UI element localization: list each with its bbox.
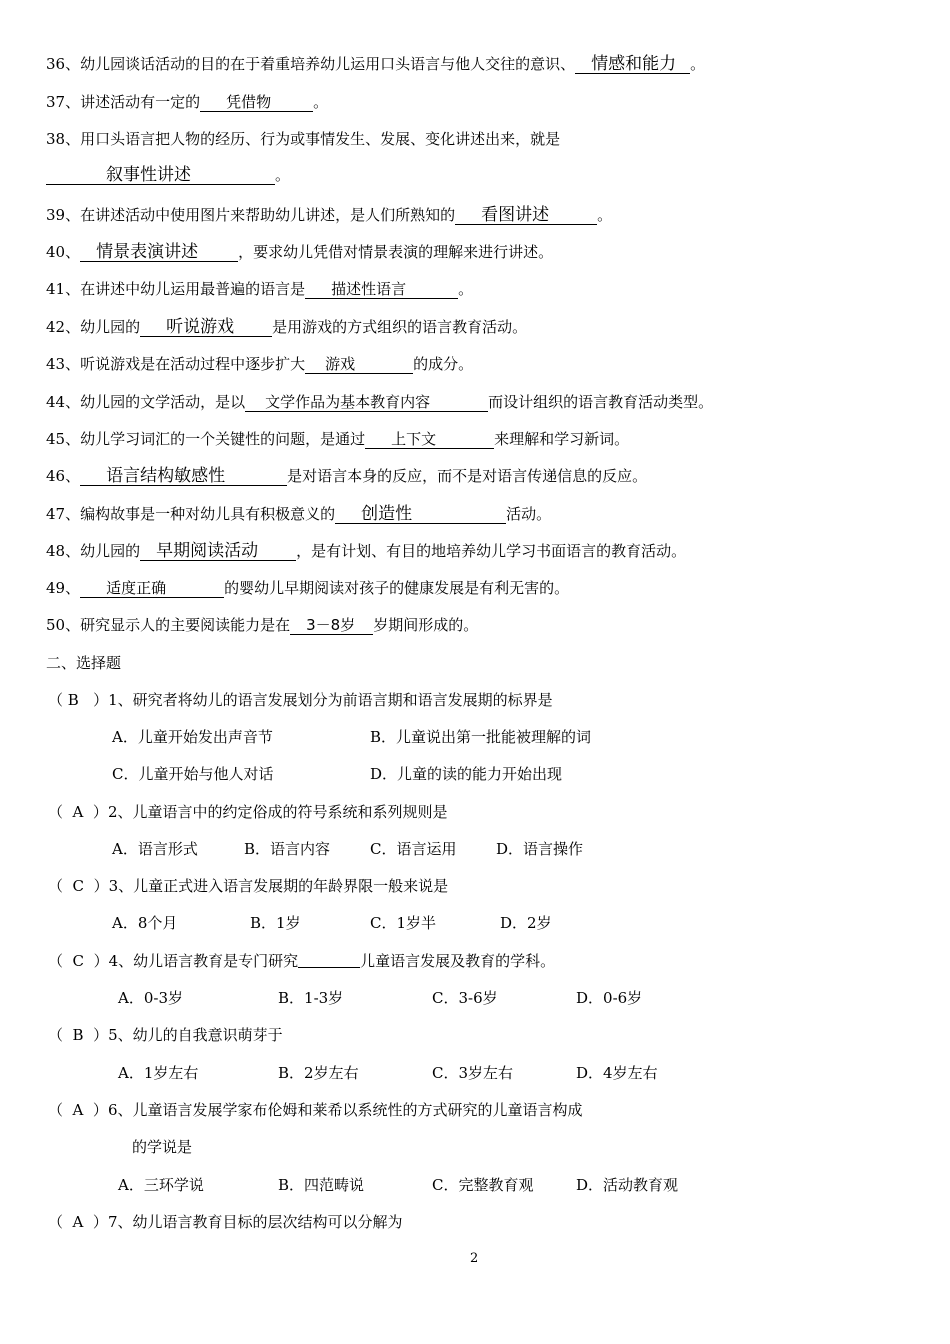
answer-blank: 文学作品为基本教育内容: [245, 393, 488, 412]
option-d: D．2岁: [500, 914, 552, 932]
answer-blank: 语言结构敏感性: [80, 467, 287, 486]
question-48: 48、幼儿园的 早期阅读活动 ，是有计划、有目的地培养幼儿学习书面语言的教育活动。: [46, 541, 687, 561]
option-c: C．儿童开始与他人对话: [112, 765, 274, 783]
option-b: B．儿童说出第一批能被理解的词: [370, 728, 592, 746]
choice-question-7: （ A ）7、幼儿语言教育目标的层次结构可以分解为: [48, 1213, 403, 1231]
answer-blank: 情景表演讲述: [80, 243, 238, 262]
option-c: C．1岁半: [370, 914, 437, 932]
question-36: 36、幼儿园谈话活动的目的在于着重培养幼儿运用口头语言与他人交往的意识、 情感和能力 。: [46, 54, 706, 74]
option-d: D．语言操作: [496, 840, 584, 858]
question-44: 44、幼儿园的文学活动，是以 文学作品为基本教育内容 而设计组织的语言教育活动类型。: [46, 393, 714, 411]
stem-blank: [298, 951, 360, 968]
question-42: 42、幼儿园的 听说游戏 是用游戏的方式组织的语言教育活动。: [46, 317, 528, 337]
option-b: B．2岁左右: [278, 1064, 359, 1082]
page-number: 2: [470, 1251, 479, 1266]
option-d: D．4岁左右: [576, 1064, 658, 1082]
option-b: B．四范畴说: [278, 1176, 365, 1194]
answer-blank: 早期阅读活动: [140, 542, 296, 561]
option-b: B．语言内容: [244, 840, 331, 858]
question-50: 50、研究显示人的主要阅读能力是在 3－8岁 岁期间形成的。: [46, 616, 479, 634]
option-a: A．儿童开始发出声音节: [112, 728, 273, 746]
question-38: 38、用口头语言把人物的经历、行为或事情发生、发展、变化讲述出来，就是: [46, 130, 561, 148]
option-a: A．1岁左右: [118, 1064, 199, 1082]
answer-blank: 3－8岁: [290, 616, 373, 635]
choice-question-1: （ B ）1、研究者将幼儿的语言发展划分为前语言期和语言发展期的标界是: [48, 691, 553, 709]
option-d: D．0-6岁: [576, 989, 643, 1007]
question-39: 39、在讲述活动中使用图片来帮助幼儿讲述，是人们所熟知的 看图讲述 。: [46, 205, 613, 225]
question-43: 43、听说游戏是在活动过程中逐步扩大 游戏 的成分。: [46, 355, 474, 373]
choice-question-2: （ A ）2、儿童语言中的约定俗成的符号系统和系列规则是: [48, 803, 448, 821]
question-37: 37、讲述活动有一定的 凭借物 。: [46, 93, 329, 111]
choice-question-5: （ B ）5、幼儿的自我意识萌芽于: [48, 1026, 283, 1044]
option-d: D．儿童的读的能力开始出现: [370, 765, 563, 783]
answer-blank: 听说游戏: [140, 318, 272, 337]
answer-blank: 看图讲述: [455, 206, 597, 225]
question-45: 45、幼儿学习词汇的一个关键性的问题，是通过 上下文 来理解和学习新词。: [46, 430, 630, 448]
option-a: A．三环学说: [118, 1176, 204, 1194]
option-a: A．8个月: [112, 914, 178, 932]
choice-question-6-cont: 的学说是: [132, 1138, 193, 1156]
choice-question-4: （ C ）4、幼儿语言教育是专门研究 儿童语言发展及教育的学科。: [48, 952, 556, 970]
option-c: C．3岁左右: [432, 1064, 514, 1082]
option-c: C．语言运用: [370, 840, 457, 858]
answer-blank: 适度正确: [80, 579, 224, 598]
question-41: 41、在讲述中幼儿运用最普遍的语言是 描述性语言 。: [46, 280, 474, 298]
section-title: 二、选择题: [46, 654, 122, 672]
answer-blank: 情感和能力: [575, 55, 690, 74]
option-b: B．1-3岁: [278, 989, 344, 1007]
question-40: 40、 情景表演讲述 ，要求幼儿凭借对情景表演的理解来进行讲述。: [46, 242, 554, 262]
answer-blank: 游戏: [305, 355, 413, 374]
option-a: A．0-3岁: [118, 989, 183, 1007]
answer-blank: 创造性: [335, 505, 506, 524]
question-46: 46、 语言结构敏感性 是对语言本身的反应，而不是对语言传递信息的反应。: [46, 466, 648, 486]
choice-question-6: （ A ）6、儿童语言发展学家布伦姆和莱希以系统性的方式研究的儿童语言构成: [48, 1101, 583, 1119]
answer-blank: 描述性语言: [305, 280, 458, 299]
option-b: B．1岁: [250, 914, 301, 932]
question-49: 49、 适度正确 的婴幼儿早期阅读对孩子的健康发展是有利无害的。: [46, 579, 570, 597]
question-38-cont: 叙事性讲述 。: [46, 164, 290, 186]
option-d: D．活动教育观: [576, 1176, 679, 1194]
option-c: C．3-6岁: [432, 989, 498, 1007]
choice-question-3: （ C ）3、儿童正式进入语言发展期的年龄界限一般来说是: [48, 877, 449, 895]
answer-blank: 上下文: [365, 430, 494, 449]
option-a: A．语言形式: [112, 840, 198, 858]
option-c: C．完整教育观: [432, 1176, 534, 1194]
answer-blank: 凭借物: [200, 93, 313, 112]
question-47: 47、编构故事是一种对幼儿具有积极意义的 创造性 活动。: [46, 504, 552, 524]
answer-blank: 叙事性讲述: [46, 166, 275, 185]
